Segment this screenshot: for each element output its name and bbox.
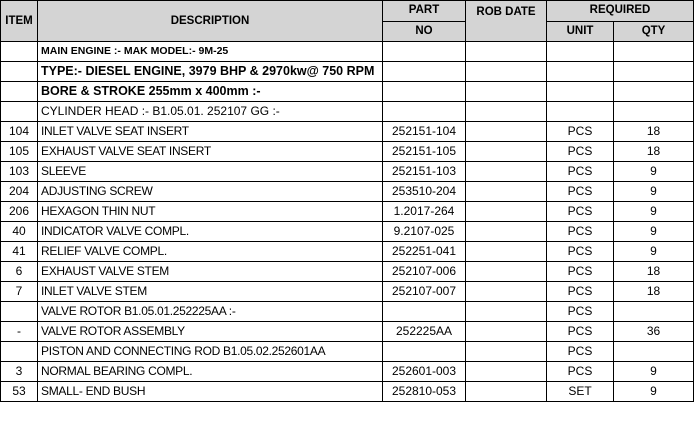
cell-part-no: 252601-003 (383, 362, 466, 382)
cell-description: EXHAUST VALVE STEM (38, 262, 383, 282)
cell-description: INDICATOR VALVE COMPL. (38, 222, 383, 242)
cell-rob-date (466, 222, 547, 242)
cell-part-no: 253510-204 (383, 182, 466, 202)
cell-rob-date (466, 262, 547, 282)
cell-description: INLET VALVE STEM (38, 282, 383, 302)
cell-qty: 18 (614, 262, 694, 282)
cell-part-no: 252151-103 (383, 162, 466, 182)
cell-rob-date (466, 342, 547, 362)
cell-rob-date (466, 202, 547, 222)
cell-description: ADJUSTING SCREW (38, 182, 383, 202)
cell-unit: PCS (547, 222, 614, 242)
header-required: REQUIRED (547, 1, 694, 22)
header-qty: QTY (614, 21, 694, 42)
cell-qty: 18 (614, 142, 694, 162)
cell-rob-date (466, 122, 547, 142)
cell-item (1, 342, 38, 362)
header-rob-date: ROB DATE (466, 1, 547, 42)
cell-unit: PCS (547, 362, 614, 382)
cell-qty: 9 (614, 162, 694, 182)
cell-description: INLET VALVE SEAT INSERT (38, 122, 383, 142)
table-row (1, 242, 694, 262)
title-row (1, 102, 694, 122)
table-row (1, 222, 694, 242)
cell-unit: SET (547, 382, 614, 402)
cell-description: VALVE ROTOR ASSEMBLY (38, 322, 383, 342)
cell-part-no: 252107-006 (383, 262, 466, 282)
cell-item: 40 (1, 222, 38, 242)
cell-item (1, 302, 38, 322)
cell-item: 104 (1, 122, 38, 142)
table-row (1, 122, 694, 142)
cell-part-no (383, 302, 466, 322)
header-part-no: NO (383, 21, 466, 42)
cell-part-no: 252225AA (383, 322, 466, 342)
cell-item: 7 (1, 282, 38, 302)
cell-unit: PCS (547, 302, 614, 322)
cell-part-no: 252151-104 (383, 122, 466, 142)
table-row (1, 322, 694, 342)
cell-rob-date (466, 362, 547, 382)
cell-unit: PCS (547, 162, 614, 182)
table-row (1, 342, 694, 362)
cell-qty: 9 (614, 202, 694, 222)
cell-rob-date (466, 142, 547, 162)
cell-rob-date (466, 282, 547, 302)
cell-description: SLEEVE (38, 162, 383, 182)
cylinder-head-title: CYLINDER HEAD :- B1.05.01. 252107 GG :- (38, 102, 383, 122)
cell-description: EXHAUST VALVE SEAT INSERT (38, 142, 383, 162)
cell-qty: 9 (614, 382, 694, 402)
cell-description: SMALL- END BUSH (38, 382, 383, 402)
cell-part-no: 9.2107-025 (383, 222, 466, 242)
cell-item: 53 (1, 382, 38, 402)
title-row (1, 42, 694, 62)
cell-description: NORMAL BEARING COMPL. (38, 362, 383, 382)
table-row (1, 142, 694, 162)
cell-item: 41 (1, 242, 38, 262)
cell-qty: 9 (614, 182, 694, 202)
cell-unit: PCS (547, 342, 614, 362)
cell-item: 3 (1, 362, 38, 382)
cell-rob-date (466, 182, 547, 202)
title-row (1, 82, 694, 102)
table-row (1, 162, 694, 182)
cell-description: RELIEF VALVE COMPL. (38, 242, 383, 262)
cell-description: VALVE ROTOR B1.05.01.252225AA :- (38, 302, 383, 322)
cell-rob-date (466, 162, 547, 182)
cell-item: 105 (1, 142, 38, 162)
cell-item: - (1, 322, 38, 342)
cell-part-no: 252107-007 (383, 282, 466, 302)
table-row (1, 262, 694, 282)
cell-part-no: 252251-041 (383, 242, 466, 262)
table-row (1, 302, 694, 322)
cell-qty (614, 342, 694, 362)
bore-stroke-title: BORE & STROKE 255mm x 400mm :- (38, 82, 383, 102)
cell-rob-date (466, 242, 547, 262)
header-unit: UNIT (547, 21, 614, 42)
cell-qty: 9 (614, 222, 694, 242)
parts-rows (1, 122, 694, 402)
cell-item: 6 (1, 262, 38, 282)
cell-qty: 36 (614, 322, 694, 342)
cell-rob-date (466, 322, 547, 342)
cell-part-no (383, 342, 466, 362)
cell-qty: 18 (614, 282, 694, 302)
header-item: ITEM (1, 1, 38, 42)
table-row (1, 182, 694, 202)
engine-model-title: MAIN ENGINE :- MAK MODEL:- 9M-25 (38, 42, 383, 62)
header-description: DESCRIPTION (38, 1, 383, 42)
cell-part-no: 1.2017-264 (383, 202, 466, 222)
engine-type-title: TYPE:- DIESEL ENGINE, 3979 BHP & 2970kw@ 750 RPM (38, 62, 383, 82)
table-row (1, 362, 694, 382)
cell-unit: PCS (547, 262, 614, 282)
cell-part-no: 252810-053 (383, 382, 466, 402)
cell-unit: PCS (547, 322, 614, 342)
header-row-1 (1, 1, 694, 22)
table-row (1, 282, 694, 302)
cell-qty (614, 302, 694, 322)
cell-item: 103 (1, 162, 38, 182)
table-row (1, 382, 694, 402)
cell-qty: 18 (614, 122, 694, 142)
title-row (1, 62, 694, 82)
cell-rob-date (466, 302, 547, 322)
cell-qty: 9 (614, 362, 694, 382)
cell-unit: PCS (547, 182, 614, 202)
table-row (1, 202, 694, 222)
cell-unit: PCS (547, 122, 614, 142)
cell-unit: PCS (547, 202, 614, 222)
cell-unit: PCS (547, 242, 614, 262)
cell-item: 204 (1, 182, 38, 202)
cell-qty: 9 (614, 242, 694, 262)
header-part: PART (383, 1, 466, 22)
cell-description: PISTON AND CONNECTING ROD B1.05.02.252601AA (38, 342, 383, 362)
cell-part-no: 252151-105 (383, 142, 466, 162)
cell-unit: PCS (547, 142, 614, 162)
cell-description: HEXAGON THIN NUT (38, 202, 383, 222)
cell-item: 206 (1, 202, 38, 222)
cell-rob-date (466, 382, 547, 402)
cell-unit: PCS (547, 282, 614, 302)
